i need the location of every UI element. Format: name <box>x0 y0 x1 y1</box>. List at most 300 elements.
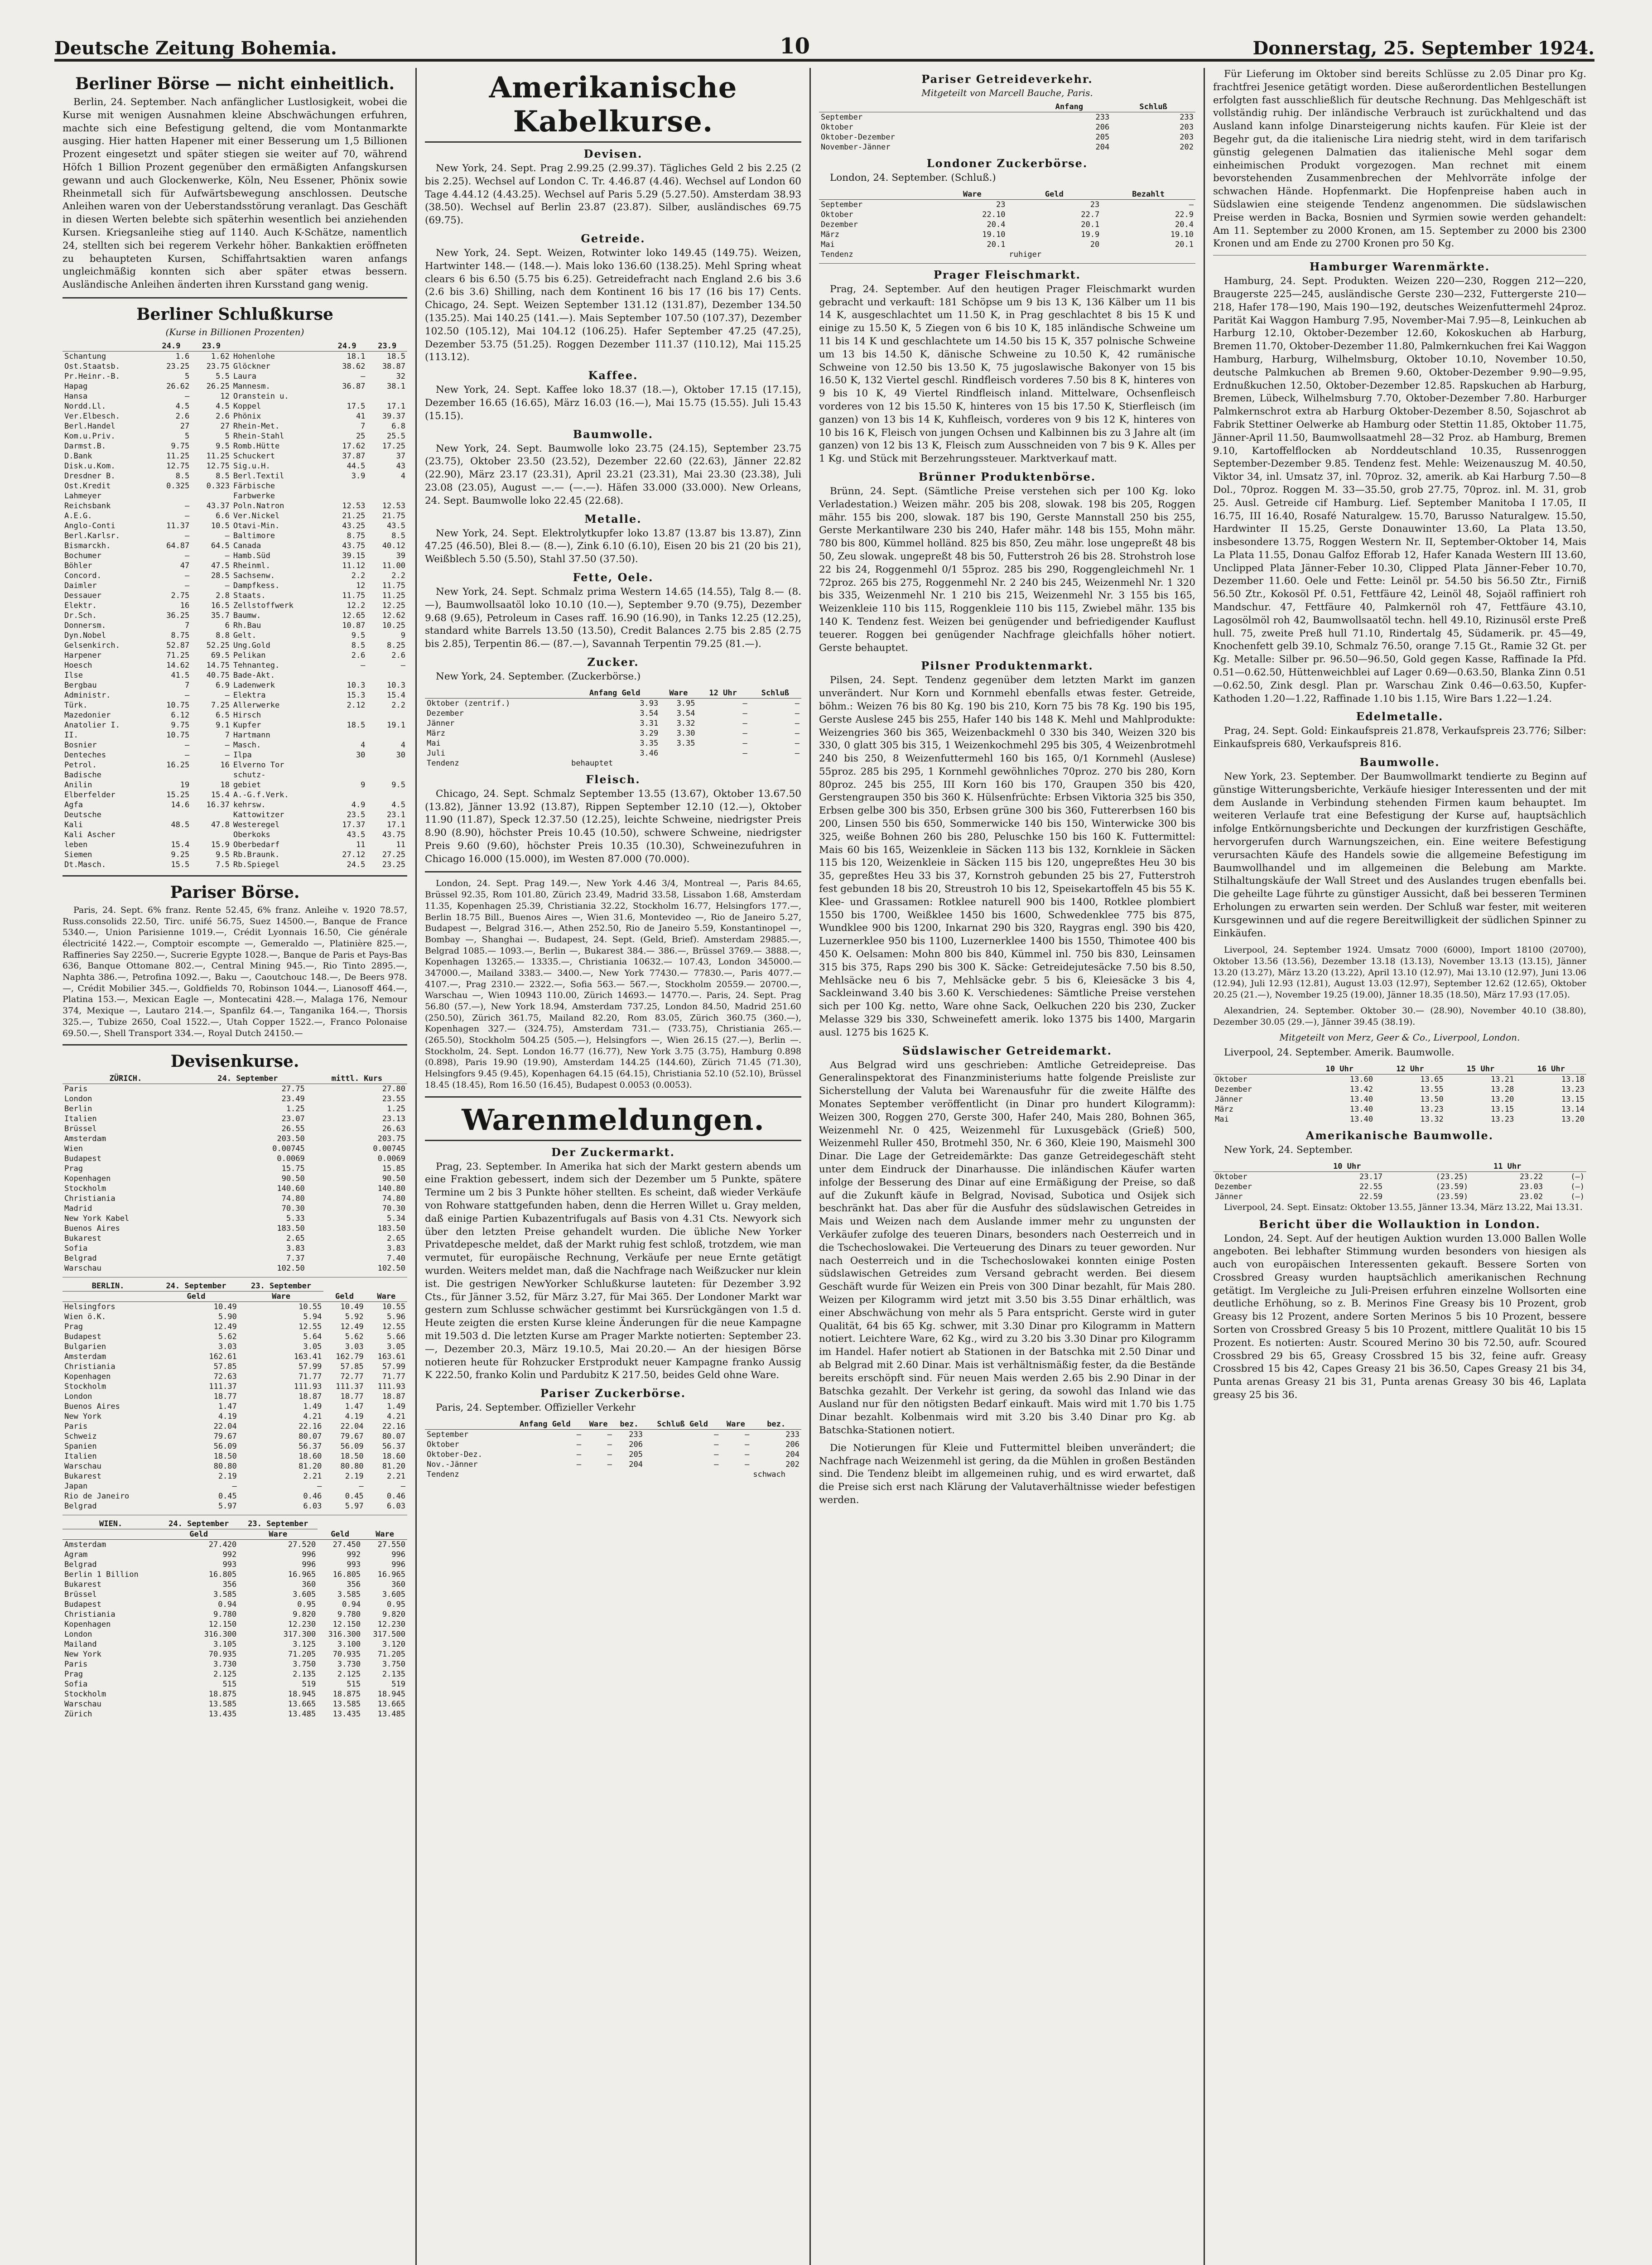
table-cell: Christiania <box>64 1610 116 1619</box>
table-cell: Gelsenkirch. <box>64 641 120 650</box>
table-cell: 3.9 <box>351 471 366 481</box>
table-row <box>425 758 801 768</box>
zucker-line: New York, 24. September. (Zuckerbörse.) <box>436 670 641 682</box>
table-cell: 996 <box>302 1550 316 1560</box>
table-row <box>63 1600 407 1610</box>
table-cell: Kopenhagen <box>64 1372 111 1382</box>
table-cell: 9.820 <box>382 1610 405 1619</box>
table-cell: Tendenz <box>427 758 459 768</box>
table-cell: 0.0069 <box>377 1154 405 1164</box>
table-row <box>63 601 407 611</box>
liverpool-text: Liverpool, 24. September 1924. Umsatz 7000 (6000), Import 18100 (20700), Oktober 13.56 (13.56), Dezember 13.18 (13.13), November 13.13 (13.15), Jänner 13.20 (13.27), März 13.20 (13.22), April 13.10 (12.97), Mai 13.10 (12.97), Juni 13.06 (12.94), Juli 12.93 (12.81), August 13.03 (12.97), September 12.62 (12.65), Oktober 20.25 (21.—), November 19.25 (19.00), Jänner 18.35 (18.50), März 17.93 (17.05). <box>1213 945 1586 1000</box>
table-cell: — <box>185 501 190 511</box>
column-header: Geld <box>318 1529 362 1540</box>
table-cell: 18.5 <box>387 352 405 361</box>
table-cell: Spanien <box>64 1442 97 1451</box>
table-cell: Oktober-Dezember <box>821 133 895 142</box>
table-cell: 56.09 <box>213 1442 237 1451</box>
table-cell: 70.935 <box>332 1650 361 1659</box>
table-cell: 20 <box>1090 240 1100 249</box>
table-cell: gebiet <box>233 780 261 790</box>
table-cell: 16 <box>180 601 190 610</box>
table-cell: 11.00 <box>382 561 405 570</box>
table-cell: 7.40 <box>387 1254 405 1263</box>
table-cell: 13.23 <box>1420 1105 1444 1114</box>
table-cell: Dresdner B. <box>64 471 116 481</box>
table-cell: Bukarest <box>64 1234 101 1243</box>
table-cell: 81.20 <box>299 1462 322 1471</box>
table-cell: 80.07 <box>299 1432 322 1441</box>
table-cell: 57.85 <box>213 1362 237 1372</box>
table-cell: 3.30 <box>676 728 695 738</box>
table-row <box>63 351 407 361</box>
table-row <box>63 1699 407 1709</box>
column-header: Geld <box>1007 189 1101 200</box>
table-cell: 12.55 <box>382 1322 405 1332</box>
table-row <box>1213 1104 1586 1114</box>
wolle-text: London, 24. Sept. Auf der heutigen Auktion wurden 13.000 Ballen Wolle angeboten. Bei lebhafter Stimmung wurden besonders von hiesigen als auch von europäischen Interessenten gekauft. Bessere Sorten von Crossbred Greasy wurden hauptsächlich amerikanischen Rechnung getätigt. Im Vergleiche zu Juli-Preisen erfuhren einzelne Wollsorten eine deutliche Erhöhung, so z. B. Merinos Fine Greasy bis 10 Prozent, grob Greasy bis 12 Prozent, andere Sorten Merinos 5 bis 10 Prozent, bessere Sorten von Crossbred Greasy 5 bis 10 Prozent, mittlere Qualität 10 bis 15 Prozent. Es notierten: Austr. Scoured Merino 30 bis 72.50, aufr. Scoured Crossbred 29 bis 65, Greasy Crossbred 15 bis 32, feine aufr. Greasy Crossbred 15 bis 42, Capes Greasy 21 bis 36.50, Capes Greasy 21 bis 34, Punta arenas Greasy 21 bis 31, Punta arenas Greasy 30 bis 46, Laplata greasy 25 bis 36. <box>1213 1233 1586 1401</box>
table-cell: 37 <box>396 451 405 461</box>
table-cell <box>191 491 231 501</box>
table-cell: Kali <box>64 820 83 829</box>
table-cell: 16.25 <box>166 760 190 770</box>
table-cell: Stockholm <box>64 1184 106 1194</box>
table-cell: 3.730 <box>213 1660 237 1669</box>
table-cell: 39.37 <box>382 411 405 421</box>
table-cell: Helsingfors <box>64 1302 116 1312</box>
table-cell: 23.55 <box>382 1094 405 1104</box>
table-cell: 23.75 <box>206 361 230 371</box>
table-cell: 206 <box>785 1440 800 1449</box>
table-row <box>63 1441 407 1451</box>
liverpool2-text: Liverpool, 24. Sept. Einsatz: Oktober 13.55, Jänner 13.34, März 13.22, Mai 13.31. <box>1224 1202 1583 1212</box>
table-cell: 80.07 <box>382 1432 405 1441</box>
column-header: Ware <box>366 1292 407 1302</box>
table-cell: Harpener <box>64 651 101 660</box>
table-cell: 7.37 <box>286 1254 305 1263</box>
table-cell: Brüssel <box>64 1124 97 1134</box>
table-row <box>63 621 407 631</box>
table-cell: 17.1 <box>387 820 405 829</box>
table-row <box>63 1144 407 1154</box>
suedslawisch-text: Aus Belgrad wird uns geschrieben: Amtliche Getreidepreise. Das Generalinspektorat des Finanzministeriums hatte folgende Preisliste zur Sicherstellung der Valuta bei Warenausfuhr für die zweite Hälfte des Monates September veröffentlicht (in Dinar pro hundert Kilogramm): Weizen 300, Roggen 270, Gerste 300, Hafer 240, Mais 280, Bohnen 365, Weizenmehl Nr. 0 425, Weizenmehl für Luxusgebäck (Grieß) 500, Weizenmehl Ruller 450, Brotmehl 350, Nr. 6 360, Kleie 190, Maismehl 300 Dinar. Die Lage der Getreidemärkte: Das ganze Getreidegeschäft steht unter dem Eindruck der Dinarhausse. Die inländischen Käufer warten infolge der Besserung des Dinar auf eine Ermäßigung der Preise, so daß auf die Zukunft käufe in Belgrad, Novisad, Subotica und Osijek sich beschränkt hat. Das aber für die Ausfuhr des südslawischen Getreides in Mais und Weizen nach dem Auslande immer mehr zu ungunsten der Verkäufer zufolge des teueren Dinars, besonders nach Oesterreich und in die Tschechoslowakei. Die Verteuerung des Dinars zu teuer geworden. Nur nach Oesterreich und in die Tschechoslowakei konnten einige Posten südslawischen Getreides zum Versand gebracht werden. Bei diesem Geschäft wurde für Weizen ein Preis von 300 Dinar bezahlt, für Mais 280. Weizen per Kilogramm wird jetzt mit 3.50 bis 3.55 Dinar erhältlich, was einer Abschwächung von mehr als 5 Para entspricht. Gerste wird in guter Qualität, 64 bis 65 Kg. schwer, mit 3.30 Dinar pro Kilogramm in Mattern notiert. Leichtere Ware, 62 Kg., wird zu 3.20 bis 3.30 Dinar pro Kilogramm im Handel. Hafer notiert ab Stationen in der Batschka mit 2.50 Dinar und ab Belgrad mit 2.60 Dinar. Mais ist verhältnismäßig fester, da die Bestände bereits erschöpft sind. Für neuen Mais werden 2.65 bis 2.90 Dinar in der Batschka gezahlt. Der Verkehr ist gering, da sowohl das Inland wie das Ausland nur für den nötigsten Bedarf einkauft. Mais wird mit 1.70 bis 1.75 Dinar bezahlt. Kolbenmais wird mit 3.20 bis 3.40 Dinar pro Kg. ab Batschka-Stationen notiert. <box>819 1059 1195 1436</box>
table-cell: September <box>427 1430 469 1439</box>
table-cell: Wien ö.K. <box>64 1312 106 1322</box>
table-cell: 18.50 <box>340 1452 364 1461</box>
table-cell: — <box>225 531 230 540</box>
table-cell: Anilin <box>64 780 92 790</box>
table-cell: 27.520 <box>288 1540 316 1550</box>
table-cell: 10.55 <box>382 1302 405 1312</box>
table-row <box>63 381 407 391</box>
table-cell: 996 <box>302 1560 316 1570</box>
table-cell <box>327 491 367 501</box>
table-cell: 10.75 <box>166 700 190 710</box>
table-row <box>63 1580 407 1590</box>
table-row <box>63 1610 407 1619</box>
table-cell: 40.75 <box>206 670 230 680</box>
table-cell: — <box>742 718 747 728</box>
table-header <box>63 1281 407 1292</box>
table-row <box>63 740 407 750</box>
table-cell: Amsterdam <box>64 1134 106 1144</box>
hopfen-text: Für Lieferung im Oktober sind bereits Schlüsse zu 2.05 Dinar pro Kg. frachtfrei Jesenice getätigt worden. Diese außerordentlichen Bestellungen erfolgten fast ausschließlich für deutsche Rechnung. Das Mehlgeschäft ist vollständig ruhig. Der inländische Verbrauch ist zurückhaltend und das Ausland kann infolge Dinarsteigerung nichts kaufen. Für Kleie ist der Begehr gut, da die italienische Lira niedrig steht, wird in dem tarifarisch günstig gelegenen Dalmatien das italienische Mehl sogar dem einheimischen Produkt vorgezogen. Man rechnet mit einem bevorstehenden Zusammenbrechen der Mehlvorräte infolge der schwachen Hände. Hopfenmarkt. Die Hopfenpreise haben auch in Südslawien eine steigende Tendenz angenommen. Die südslawischen Preise werden in Backa, Bosnien und Syrmien sowie werden gehandelt: Am 11. September zu 2000 Kronen, am 15. September zu 2000 bis 2300 Kronen und am Ende zu 2700 Kronen pro 50 Kg. <box>1213 68 1586 250</box>
table-row <box>63 1431 407 1441</box>
table-cell: Oktober <box>1215 1172 1247 1181</box>
table-cell: 16.805 <box>208 1570 237 1580</box>
table-cell: Dr.Sch. <box>64 611 97 620</box>
table-cell: 14.6 <box>171 800 190 810</box>
table-cell: 12.49 <box>340 1322 364 1332</box>
table-cell: Paris <box>64 1084 88 1094</box>
table-cell: 102.50 <box>277 1264 305 1273</box>
table-cell <box>327 481 367 491</box>
table-cell: 204 <box>1095 143 1110 152</box>
table-row <box>63 1154 407 1164</box>
hamburger-heading: Hamburger Warenmärkte. <box>1309 260 1490 274</box>
table-cell: 2.6 <box>216 411 230 421</box>
table-row <box>63 1312 407 1322</box>
table-cell: 8.75 <box>171 631 190 640</box>
column-header: 10 Uhr <box>1305 1064 1375 1075</box>
table-cell: 2.125 <box>213 1670 237 1679</box>
table-cell: Denteches <box>64 750 106 760</box>
table-row <box>63 461 407 471</box>
table-cell <box>660 748 697 758</box>
table-cell: März <box>1215 1105 1233 1114</box>
fette-subheading: Fette, Oele. <box>573 570 654 584</box>
column-header: Ware <box>239 1292 324 1302</box>
table-cell: Darmst.B. <box>64 441 106 451</box>
table-cell: 3.32 <box>676 718 695 728</box>
table-cell: Budapest <box>64 1600 101 1610</box>
table-cell: 12.150 <box>208 1620 237 1629</box>
table-cell: — <box>576 1450 582 1459</box>
table-cell: 30 <box>356 750 366 760</box>
table-cell: 13.21 <box>1491 1075 1514 1084</box>
table-cell: 23.25 <box>382 860 405 869</box>
table-cell: 12.150 <box>332 1620 361 1629</box>
table-cell: Amsterdam <box>64 1540 106 1550</box>
alexandria-text: Alexandrien, 24. September. Oktober 30.— (28.90), November 40.10 (38.80), Dezember 30.05 (29.—), Jänner 39.45 (38.19). <box>1213 1005 1586 1027</box>
table-cell: 18.875 <box>208 1690 237 1699</box>
table-cell: 233 <box>785 1430 800 1439</box>
metalle-subheading: Metalle. <box>584 512 642 525</box>
table-cell: 70.30 <box>382 1204 405 1214</box>
table-cell: Rh.Bau <box>233 621 261 630</box>
table-cell: 13.20 <box>1561 1115 1585 1124</box>
table-cell: Christiania <box>64 1194 116 1204</box>
table-cell: Nordd.Ll. <box>64 401 106 411</box>
column-header <box>819 102 1027 112</box>
table-cell: Zellstoffwerk <box>233 601 294 610</box>
table-cell: 27 <box>180 421 190 431</box>
table-cell: 14.62 <box>166 660 190 670</box>
table-row <box>63 820 407 830</box>
table-body <box>425 1429 801 1479</box>
table-cell <box>191 830 231 840</box>
table-cell: Westeregel <box>233 820 280 829</box>
table-cell <box>697 758 749 768</box>
table-cell: 23 <box>1090 200 1100 209</box>
table-cell: Berl.Karlsr. <box>64 531 120 540</box>
table-cell: — <box>361 371 366 381</box>
table-cell: 18.77 <box>340 1392 364 1402</box>
table-cell: Ung.Gold <box>233 641 270 650</box>
table-cell: 996 <box>391 1560 405 1570</box>
table-cell <box>367 790 407 800</box>
table-cell <box>151 830 192 840</box>
table-cell: 12.75 <box>206 461 230 471</box>
table-body <box>63 1540 407 1720</box>
column-header: Ware <box>583 1419 614 1430</box>
table-cell: 3.46 <box>640 748 659 758</box>
table-cell: 22.04 <box>213 1422 237 1431</box>
table-cell: — <box>795 738 800 748</box>
table-cell: 11.12 <box>342 561 366 570</box>
table-row <box>63 1590 407 1600</box>
table-cell: 16.805 <box>332 1570 361 1580</box>
table-cell <box>367 760 407 770</box>
table-cell: 18.1 <box>347 352 366 361</box>
table-cell: Schantung <box>64 352 106 361</box>
table-cell: — <box>607 1440 612 1449</box>
table-cell: D.Bank <box>64 451 92 461</box>
column-header: Ware <box>720 1419 751 1430</box>
table-cell: Poln.Natron <box>233 501 284 511</box>
wolle-heading: Bericht über die Wollauktion in London. <box>1259 1217 1541 1231</box>
table-cell: 7 <box>185 621 190 630</box>
table-cell: 6.6 <box>216 511 230 520</box>
table-cell: Belgrad <box>64 1254 97 1263</box>
devisen-subheading: Devisen. <box>583 147 643 160</box>
zurich-table <box>63 1074 407 1273</box>
table-cell: — <box>576 1430 582 1439</box>
table-cell: 12 <box>356 581 366 590</box>
table-cell: 5.62 <box>218 1332 237 1342</box>
table-cell: 72.77 <box>340 1372 364 1382</box>
table-row <box>63 1243 407 1253</box>
table-cell: Madrid <box>64 1204 92 1214</box>
column-header <box>63 1292 154 1302</box>
table-cell: Rheinml. <box>233 561 270 570</box>
table-cell: Rio de Janeiro <box>64 1492 130 1501</box>
table-row <box>63 1104 407 1114</box>
table-cell: 0.46 <box>303 1492 322 1501</box>
table-cell: 22.7 <box>1081 210 1100 219</box>
table-cell: 11.75 <box>342 591 366 600</box>
table-cell: Masch. <box>233 740 261 750</box>
amerik-line: New York, 24. September. <box>1224 1144 1353 1156</box>
table-cell: 23.1 <box>387 810 405 819</box>
table-cell: 12.2 <box>347 601 366 610</box>
col3-filler-text: Die Notierungen für Kleie und Futtermittel bleiben unverändert; die Nachfrage nach Weizenmehl ist gering, da die Mühlen in großen Beständen sind. Die Tendenz bleibt im allgemeinen ruhig, und es wird erwartet, daß die Preise sich erst nach Klärung der Valutaverhältnisse wieder befestigen werden. <box>819 1442 1195 1506</box>
table-body <box>1213 1075 1586 1125</box>
table-row <box>1213 1182 1586 1192</box>
table-row <box>63 670 407 680</box>
table-cell: 12.65 <box>342 611 366 620</box>
table-cell: 57.99 <box>382 1362 405 1372</box>
table-cell: Brüssel <box>64 1590 97 1600</box>
table-cell: 41.5 <box>171 670 190 680</box>
table-cell: 3.125 <box>293 1640 316 1649</box>
table-cell: 6.8 <box>391 421 405 431</box>
table-cell: 23.22 <box>1519 1172 1543 1181</box>
table-cell: 111.37 <box>336 1382 364 1392</box>
table-cell: 3.585 <box>213 1590 237 1600</box>
table-cell: 2.8 <box>216 591 230 600</box>
table-cell: Sachsenw. <box>233 571 275 580</box>
table-cell: — <box>795 728 800 738</box>
table-row <box>425 1450 801 1460</box>
table-row <box>63 1134 407 1144</box>
table-cell: 9.5 <box>216 441 230 451</box>
schlusskurse-table <box>63 341 407 870</box>
table-cell: Amsterdam <box>64 1352 106 1362</box>
table-cell: 5.64 <box>303 1332 322 1342</box>
table-cell: Anglo-Conti <box>64 521 116 530</box>
table-cell: — <box>185 551 190 560</box>
fette-text: New York, 24. Sept. Schmalz prima Western 14.65 (14.55), Talg 8.— (8.—), Baumwollsaatöl loko 10.10 (10.—), September 9.70 (9.75), Dezember 9.68 (9.65), Petroleum in Cases raff. 16.90 (16.90), in Tanks 12.25 (12.25), standard white Barrels 13.50 (13.50), Credit Balances 2.75 bis 2.85 (2.75 bis 2.85), Terpentin 86.— (87.—), Savannah Terpentin 79.25 (81.—). <box>425 586 801 650</box>
table-cell: 1.49 <box>303 1402 322 1412</box>
table-cell: 35.7 <box>211 611 230 620</box>
table-cell: 26.63 <box>382 1124 405 1134</box>
warenmeldungen-heading: Warenmeldungen. <box>425 1103 801 1141</box>
table-cell: 15.3 <box>347 690 366 700</box>
table-row <box>63 1094 407 1104</box>
table-row <box>63 1164 407 1174</box>
table-cell: 13.65 <box>1420 1075 1444 1084</box>
table-cell: — <box>185 511 190 520</box>
table-cell: 26.62 <box>166 381 190 391</box>
table-cell: 71.25 <box>166 651 190 660</box>
table-cell: 6 <box>225 621 230 630</box>
table-cell <box>367 481 407 491</box>
table-cell: 13.50 <box>1420 1095 1444 1104</box>
table-cell: 205 <box>1095 133 1110 142</box>
table-row <box>63 471 407 481</box>
table-cell: 71.205 <box>377 1650 405 1659</box>
table-cell: Siemen <box>64 850 92 859</box>
table-cell: Bukarest <box>64 1472 101 1481</box>
table-row <box>63 850 407 860</box>
column-header <box>1545 1161 1586 1172</box>
table-cell: 69.5 <box>211 651 230 660</box>
table-row <box>63 1372 407 1382</box>
table-cell: 9.780 <box>213 1610 237 1619</box>
column-header: mittl. Kurs <box>307 1074 407 1084</box>
table-cell: 74.80 <box>382 1194 405 1204</box>
table-cell: 71.77 <box>299 1372 322 1382</box>
table-cell: — <box>795 708 800 718</box>
table-cell: 3.605 <box>382 1590 405 1600</box>
table-cell: 23.07 <box>281 1114 305 1124</box>
table-row <box>1213 1114 1586 1124</box>
table-cell: Warschau <box>64 1700 101 1709</box>
table-cell: 3.35 <box>676 738 695 748</box>
table-cell: 9.75 <box>171 720 190 730</box>
column-2 <box>417 68 811 2265</box>
table-cell: Stockholm <box>64 1382 106 1392</box>
table-cell: Mailand <box>64 1640 97 1649</box>
table-cell: 0.0069 <box>277 1154 305 1164</box>
table-cell: Elberfelder <box>64 790 116 800</box>
table-cell: — <box>742 708 747 718</box>
table-cell: New York <box>64 1650 101 1659</box>
column-header: 23.9 <box>367 341 407 352</box>
column-header <box>63 341 151 352</box>
table-cell: ruhiger <box>1009 250 1042 259</box>
column-header: 23.9 <box>191 341 231 352</box>
column-header: Schluß Geld <box>645 1419 720 1430</box>
table-cell: 12 <box>220 391 230 401</box>
table-cell: 47 <box>180 561 190 570</box>
table-cell: 36.87 <box>342 381 366 391</box>
table-cell: 19.1 <box>387 720 405 730</box>
table-cell: Buenos Aires <box>64 1402 120 1412</box>
table-row <box>63 1124 407 1134</box>
divider <box>425 1096 801 1098</box>
table-cell: Wien <box>64 1144 83 1154</box>
table-row <box>63 1540 407 1550</box>
table-cell: 43 <box>396 461 405 471</box>
table-cell: 48.5 <box>171 820 190 829</box>
table-body <box>63 1084 407 1274</box>
table-cell: 27.75 <box>281 1084 305 1094</box>
table-cell: 3.730 <box>337 1660 361 1669</box>
table-cell <box>1101 250 1195 260</box>
pilsner-text: Pilsen, 24. Sept. Tendenz gegenüber dem letzten Markt im ganzen unverändert. Nur Korn und Kornmehl ebenfalls etwas fester. Getreide, böhm.: Weizen 76 bis 80 Kg. 190 bis 210, Korn 75 bis 78 Kg. 190 bis 195, Gerste Auslese 245 bis 255, Hafer 140 bis 148 K. Mehl und Mahlprodukte: Weizengries 360 bis 365, Weizenbackmehl 0 330 bis 340, Weizen 320 bis 330, 0 glatt 305 bis 315, 1 Weizenkochmehl 295 bis 305, 4 Weizenbrotmehl 240 bis 250, 8 Weizenfuttermehl 160 bis 165, 0/1 Kornmehl (Auslese) 55proz. 285 bis 295, 1 Kornmehl gewöhnliches 70proz. 270 bis 280, Korn 80proz. 245 bis 255, III Korn 160 bis 170, Graupen 350 bis 420, Gerstengraupen 350 bis 360 K. Hülsenfrüchte: Erbsen Viktoria 325 bis 350, Erbsen gelbe 300 bis 350, Erbsen grüne 300 bis 360, Futtererbsen 160 bis 200, Linsen 550 bis 650, Sommerwicke 140 bis 150, Winterwicke 300 bis 325, weiße Bohnen 260 bis 280, Peluschke 150 bis 160 K. Futtermittel: Mais 60 bis 165, Weizenkleie in Säcken 113 bis 132, Kornkleie in Säcken 115 bis 120, Weizenkleie in Säcken 115 bis 120, ungepreßtes Heu 30 bis 35, gepreßtes Heu 33 bis 37, Kornstroh gebunden 25 bis 27, Futterstroh fest gebunden 18 bis 20, Streustroh 10 bis 12, Speisekartoffeln 45 bis 55 K. Klee- und Grassamen: Rotklee naturell 900 bis 1400, Rotklee plombiert 1550 bis 1700, Weißklee 1450 bis 1600, Schwedenklee 775 bis 875, Wundklee 900 bis 1200, Inkarnat 290 bis 320, Raygras engl. 390 bis 420, Luzernerklee 950 bis 1100, Luzernerklee 1400 bis 1550, Thimotee 400 bis 450 K. Oelsamen: Mohn 800 bis 840, Kümmel inl. 750 bis 830, Leinsamen 315 bis 375, Raps 290 bis 300 K. Säcke: Getreidejutesäcke 7.50 bis 8.50, Mehlsäcke neu 6 bis 7, Mehlsäcke gebr. 5 bis 6, Kleiesäcke 3 bis 4, Sackleinwand 3.40 bis 3.60 K. Verschiedenes: Sämtliche Preise verstehen sich per 100 Kg. netto, Ware ohne Sack, Oelkuchen 220 bis 230, Zucker Melasse 329 bis 330, Schweinefett amerik. loko 1375 bis 1400, Margarin ausl. 1275 bis 1625 K. <box>819 675 1195 1038</box>
table-cell: 22.59 <box>1359 1192 1383 1201</box>
table-cell <box>720 1470 751 1479</box>
column-header <box>231 341 327 352</box>
table-cell: Mai <box>1215 1115 1229 1124</box>
table-cell: — <box>185 571 190 580</box>
hamburger-text: Hamburg, 24. Sept. Produkten. Weizen 220—230, Roggen 212—220, Braugerste 225—245, ausländische Gerste 230—232, Futtergerste 210—218, Hafer 178—190, Mais 190—192, deutsches Weizenfuttermehl 24proz. Parität Kai Waggon Hamburg 7.95, November-Mai 7.95—8, Leinkuchen ab Harburg 12.10, Oktober-Dezember 12.60, Kokoskuchen ab Harburg, Bremen 11.70, Oktober-Dezember 11.80, Palmkernkuchen frei Kai Waggon Hamburg, Harburg, Wilhelmsburg, Oktober 10.10, November 10.50, deutsche Palmkuchen ab Bremen 9.60, Oktober-Dezember 9.90—9.95, Erdnußkuchen 12.50, Oktober-Dezember 12.85. Rapskuchen ab Harburg, Bremen, Lübeck, Wilhelmsburg 7.70, Oktober-Dezember 7.80. Harburger Palmkernschrot extra ab Harburg Oktober-Dezember 8.50, Sojaschrot ab Fabrik Stettiner Oelwerke ab Hamburg oder Stettin 11.85, Oktober 11.75, Jänner-April 11.50, Baumwollsaatmehl 28—32 Proz. ab Hamburg, Bremen 9.10, Kartoffelflocken ab Norddeutschland 10.35, Russenroggen September-Dezember 9.85. Tendenz fest. Mehle: Weizenauszug M. 40.50, Viktor 34, inl. Umsatz 37, inl. 70proz. 32, amerik. ab Kai Harburg 7.50—8 Dol., 70proz. Roggen M. 33—35.50, grob 27.75, 70proz. inl. M. 31, grob 25. Ausl. Getreide cif Hamburg. Lief. September Manitoba I 17.05, II 16.75, III 16.40, Rosafé Naturalgew. 15.70, Barusso Naturalgew. 15.50, Hardwinter II 15.25, Gerste Donauwinter 13.60, La Plata 13.50, insbesondere 13.75, Roggen Western Nr. II, September-Oktober 14, Mais La Plata 11.55, Donau Galfoz Efforab 12, Hafer Kanada Western III 13.60, Unclipped Plata Jänner-Feber 10.30, Clipped Plata Jänner-Feber 10.70, Dezember 11.60. Oele und Fette: Leinöl pr. 54.50 bis 56.50 Ztr., Firniß 56.50 Ztr., Kokosöl Pf. 0.51, Fettfäure 42, Leinöl 48, Sojaöl raffiniert roh Mandschur. 47, Fettfäure 40, Palmkernöl roh 47, Fettfäure 43.10, Lagosölmöl roh 42, Baumwollsaatöl techn. hell 49.10, Rizinusöl erste Preß hull. 75, zweite Preß hull 71.10, Rindertalg 45, Südamerik. pr. 45—49, Knochenfett gelb 39.10, Schmalz 76.50, orange 7.15 Gt., Ramie 32 Gt. per Kg. Metalle: Silber pr. 96.50—96.50, Gold gegen Kasse, Raffinade Ia Pfd. 0.51—0.62.50, Hüttenweichblei auf Lager 0.69—0.63.50, Blanka Zinn 0.51—0.62.50, Zink desgl. Plan pr. Warschau Zink 0.46—0.63.50, Kupfer-Kathoden 1.20—1.22, Raffinade 1.10 bis 1.15, Wire Bars 1.22—1.24. <box>1213 275 1586 704</box>
table-cell: 317.500 <box>373 1630 405 1639</box>
table-cell: Koppel <box>233 401 261 411</box>
table-header <box>819 102 1195 112</box>
table-cell: 15.5 <box>171 860 190 869</box>
table-row <box>63 1342 407 1352</box>
table-cell: 16 <box>220 760 230 770</box>
table-row <box>63 541 407 551</box>
table-cell: 16.965 <box>377 1570 405 1580</box>
table-row <box>63 651 407 660</box>
table-row <box>63 591 407 601</box>
table-cell: 71.205 <box>288 1650 316 1659</box>
table-cell: 10.5 <box>211 521 230 530</box>
table-row <box>425 748 801 758</box>
table-cell: 3.03 <box>345 1342 364 1352</box>
table-cell: 38.87 <box>382 361 405 371</box>
table-cell: — <box>225 740 230 750</box>
table-cell: 20.1 <box>1081 220 1100 229</box>
table-cell: 9.75 <box>171 441 190 451</box>
table-cell: 21.75 <box>382 511 405 520</box>
table-cell: 38.62 <box>342 361 366 371</box>
table-cell: Kupfer <box>233 720 261 730</box>
table-cell: 3.03 <box>218 1342 237 1352</box>
table-cell: Budapest <box>64 1154 101 1164</box>
table-cell: 13.665 <box>377 1700 405 1709</box>
table-cell: — <box>361 660 366 670</box>
masthead <box>54 32 1594 62</box>
table-row <box>63 860 407 870</box>
table-row <box>63 1669 407 1679</box>
table-row <box>425 1470 801 1479</box>
table-cell: 17.37 <box>342 820 366 829</box>
